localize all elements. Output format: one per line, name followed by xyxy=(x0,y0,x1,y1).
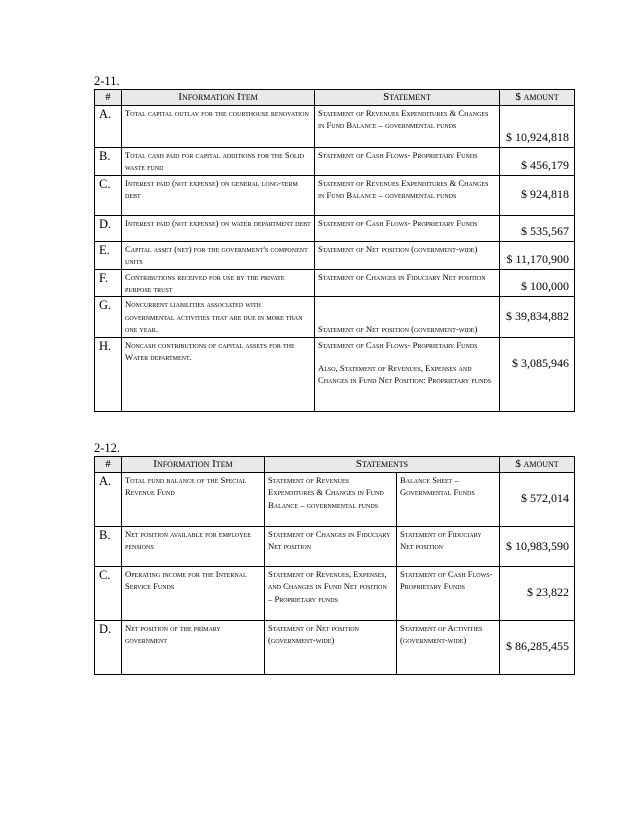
row-number: A. xyxy=(95,473,122,527)
amount: $ 10,924,818 xyxy=(500,106,575,148)
statement: Statement of Net position (government-wide) xyxy=(315,241,500,269)
row-number: H. xyxy=(95,337,122,411)
statement: Statement of Cash Flows- Proprietary Funds xyxy=(318,339,478,350)
statement: Statement of Net position (government-wide) xyxy=(315,297,500,337)
table-2-12 xyxy=(94,456,575,675)
statement-also: Also, Statement of Revenues, Expenses and Changes in Fund Net Position: Proprietary funds xyxy=(318,363,492,386)
information-item: Total fund balance of the Special Revenue Fund xyxy=(122,473,265,527)
information-item: Interest paid (not expense) on general long-term debt xyxy=(122,175,315,215)
statement-2: Statement of Activities (government-wide) xyxy=(397,621,500,675)
amount: $ 23,822 xyxy=(500,567,575,621)
header-information-item: Information Item xyxy=(122,457,265,473)
statement: Statement of Changes in Fiduciary Net position xyxy=(315,269,500,297)
statement-2: Balance Sheet – Governmental Funds xyxy=(397,473,500,527)
statement: Statement of Cash Flows- Proprietary Funds xyxy=(315,148,500,176)
table-2-11 xyxy=(94,89,575,412)
amount: $ 572,014 xyxy=(500,473,575,527)
information-item: Noncurrent liabilities associated with governmental activities that are due in more than one year. xyxy=(122,297,315,337)
statement: Statement of Cash Flows- Proprietary Funds xyxy=(315,215,500,241)
table-row xyxy=(95,241,575,269)
table-header-row xyxy=(95,457,575,473)
table-header-row xyxy=(95,90,575,106)
row-number: E. xyxy=(95,241,122,269)
information-item: Net position of the primary government xyxy=(122,621,265,675)
header-number: # xyxy=(95,90,122,106)
statement-1: Statement of Changes in Fiduciary Net position xyxy=(265,527,397,567)
amount: $ 10,983,590 xyxy=(500,527,575,567)
information-item: Capital asset (net) for the government's component units xyxy=(122,241,315,269)
statement-cell xyxy=(315,337,500,411)
row-number: D. xyxy=(95,215,122,241)
table-row xyxy=(95,148,575,176)
row-number: D. xyxy=(95,621,122,675)
table-row xyxy=(95,215,575,241)
section-label-2-11: 2-11. xyxy=(94,74,120,88)
row-number: B. xyxy=(95,148,122,176)
table-row xyxy=(95,106,575,148)
amount: $ 456,179 xyxy=(500,148,575,176)
header-amount: $ amount xyxy=(500,90,575,106)
row-number: C. xyxy=(95,175,122,215)
table-row xyxy=(95,527,575,567)
statement-1: Statement of Revenues Expenditures & Changes in Fund Balance – governmental funds xyxy=(265,473,397,527)
table-row xyxy=(95,175,575,215)
information-item: Net position available for employee pensions xyxy=(122,527,265,567)
amount: $ 11,170,900 xyxy=(500,241,575,269)
header-amount: $ amount xyxy=(500,457,575,473)
table-row xyxy=(95,337,575,411)
information-item: Contributions received for use by the private purpose trust xyxy=(122,269,315,297)
statement-1: Statement of Revenues, Expenses, and Changes in Fund Net position – Proprietary funds xyxy=(265,567,397,621)
table-row xyxy=(95,621,575,675)
section-label-2-12: 2-12. xyxy=(94,441,121,455)
statement: Statement of Revenues Expenditures & Changes in Fund Balance – governmental funds xyxy=(315,175,500,215)
information-item: Interest paid (not expense) on water department debt xyxy=(122,215,315,241)
amount: $ 535,567 xyxy=(500,215,575,241)
row-number: F. xyxy=(95,269,122,297)
information-item: Operating income for the Internal Service Funds xyxy=(122,567,265,621)
statement-2: Statement of Cash Flows- Proprietary Funds xyxy=(397,567,500,621)
information-item: Total cash paid for capital additions for the Solid waste fund xyxy=(122,148,315,176)
amount: $ 100,000 xyxy=(500,269,575,297)
amount: $ 3,085,946 xyxy=(500,337,575,411)
table-row xyxy=(95,567,575,621)
header-information-item: Information Item xyxy=(122,90,315,106)
amount: $ 86,285,455 xyxy=(500,621,575,675)
header-statement: Statement xyxy=(315,90,500,106)
statement-1: Statement of Net position (government-wide) xyxy=(265,621,397,675)
row-number: B. xyxy=(95,527,122,567)
amount: $ 924,818 xyxy=(500,175,575,215)
statement: Statement of Revenues Expenditures & Changes in Fund Balance – governmental funds xyxy=(315,106,500,148)
amount: $ 39,834,882 xyxy=(500,297,575,337)
table-row xyxy=(95,297,575,337)
information-item: Noncash contributions of capital assets for the Water department. xyxy=(122,337,315,411)
information-item: Total capital outlay for the courthouse renovation xyxy=(122,106,315,148)
header-number: # xyxy=(95,457,122,473)
table-row xyxy=(95,269,575,297)
row-number: G. xyxy=(95,297,122,337)
row-number: A. xyxy=(95,106,122,148)
statement-2: Statement of Fiduciary Net position xyxy=(397,527,500,567)
row-number: C. xyxy=(95,567,122,621)
table-row xyxy=(95,473,575,527)
header-statements: Statements xyxy=(265,457,500,473)
